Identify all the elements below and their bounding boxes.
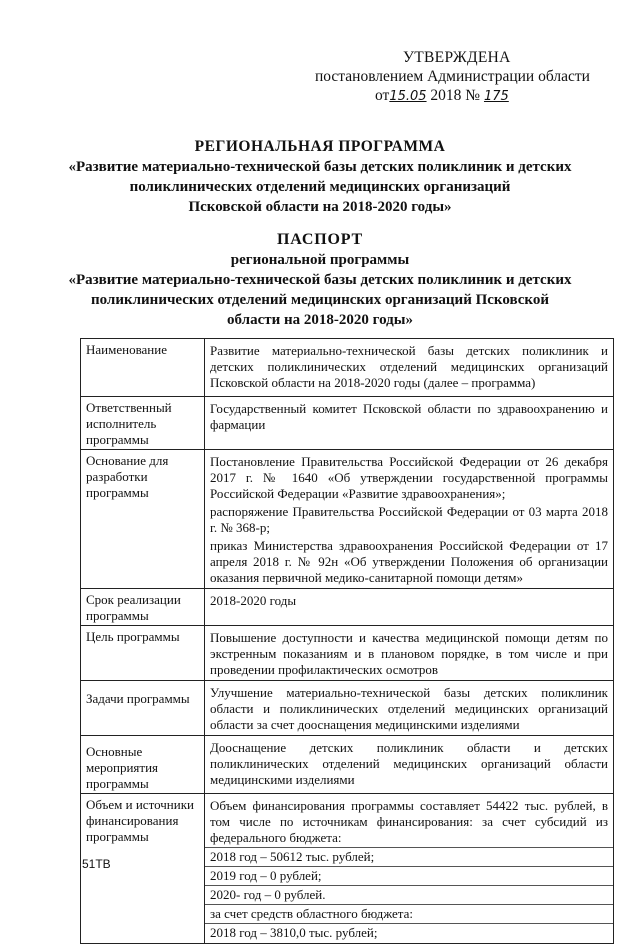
passport-name-line: «Развитие материально-технической базы детских поликлиник и детских <box>68 272 572 288</box>
row-label: Наименование <box>81 339 205 397</box>
program-name-line: поликлинических отделений медицинских организаций <box>129 179 511 195</box>
program-name-line: «Развитие материально-технической базы детских поликлиник и детских <box>68 159 572 175</box>
row-paragraph: 2018 год – 3810,0 тыс. рублей; <box>205 923 613 942</box>
program-title: РЕГИОНАЛЬНАЯ ПРОГРАММА <box>194 138 446 155</box>
approval-stamp <box>315 48 605 106</box>
row-value <box>205 736 614 794</box>
table-row <box>81 589 614 626</box>
row-value <box>205 589 614 626</box>
document-code: 51ТВ <box>82 857 111 871</box>
approval-prefix: от <box>375 87 390 104</box>
approval-title: УТВЕРЖДЕНА <box>403 49 511 66</box>
row-paragraph: 2018 год – 50612 тыс. рублей; <box>205 847 613 866</box>
row-value <box>205 794 614 944</box>
approval-date: 15.05 <box>389 89 427 104</box>
row-paragraph: Улучшение материально-технической базы детских поликлиник области и поликлинических отделений медицинских организаций области за счет дооснащения медицинскими изделиями <box>210 685 608 732</box>
row-value <box>205 450 614 589</box>
row-value <box>205 681 614 736</box>
passport-table <box>80 338 614 944</box>
table-row <box>81 339 614 397</box>
row-label: Основание для разработки программы <box>81 450 205 589</box>
row-paragraph: распоряжение Правительства Российской Федерации от 03 марта 2018 г. № 368-р; <box>210 504 608 535</box>
row-paragraph: 2020- год – 0 рублей. <box>205 885 613 904</box>
table-row <box>81 626 614 681</box>
approval-line: постановлением Администрации области <box>315 68 590 85</box>
passport-name-line: области на 2018-2020 годы» <box>227 312 413 328</box>
passport-subtitle: региональной программы <box>230 252 410 268</box>
row-paragraph: за счет средств областного бюджета: <box>205 904 613 923</box>
row-paragraph: Развитие материально-технической базы детских поликлиник и детских поликлинических отделений медицинских организаций Псковской области на 2018-2020 годы (далее – программа) <box>210 343 608 390</box>
row-paragraph: приказ Министерства здравоохранения Российской Федерации от 17 апреля 2018 г. № 92н «Об утверждении Положения об организации оказания первичной медико-санитарной помощи детям» <box>210 538 608 585</box>
program-name-line: Псковской области на 2018-2020 годы» <box>188 199 452 215</box>
table-row <box>81 397 614 450</box>
row-paragraph: Дооснащение детских поликлиник области и детских поликлинических отделений медицинских организаций области медицинскими изделиями <box>210 740 608 787</box>
row-label: Задачи программы <box>81 681 205 736</box>
row-paragraph: Объем финансирования программы составляет 54422 тыс. рублей, в том числе по источникам финансирования: за счет субсидий из федерального бюджета: <box>210 798 608 845</box>
row-label: Цель программы <box>81 626 205 681</box>
row-label: Основные мероприятия программы <box>81 736 205 794</box>
row-value <box>205 397 614 450</box>
row-label: Ответственный исполнитель программы <box>81 397 205 450</box>
row-paragraph: 2018-2020 годы <box>210 593 297 608</box>
table-row <box>81 736 614 794</box>
passport-title: ПАСПОРТ <box>277 231 363 248</box>
program-heading <box>40 137 600 217</box>
passport-name-line: поликлинических отделений медицинских организаций Псковской <box>90 292 550 308</box>
approval-date-line <box>315 86 605 106</box>
row-value <box>205 339 614 397</box>
row-label: Срок реализации программы <box>81 589 205 626</box>
passport-heading <box>40 230 600 330</box>
table-row <box>81 450 614 589</box>
table-row <box>81 681 614 736</box>
row-paragraph: 2019 год – 0 рублей; <box>205 866 613 885</box>
row-paragraph: Повышение доступности и качества медицинской помощи детям по экстренным показаниям и в плановом порядке, в том числе и при проведении профилактических осмотров <box>210 630 608 677</box>
row-label: Объем и источники финансирования программы <box>81 794 205 944</box>
row-paragraph: Государственный комитет Псковской области по здравоохранению и фармации <box>210 401 608 432</box>
approval-year: 2018 № <box>430 87 481 104</box>
row-paragraph: Постановление Правительства Российской Федерации от 26 декабря 2017 г. № 1640 «Об утверждении государственной программы Российской Федерации «Развитие здравоохранения»; <box>210 454 608 501</box>
approval-number: 175 <box>483 89 509 104</box>
row-value <box>205 626 614 681</box>
table-row <box>81 794 614 944</box>
